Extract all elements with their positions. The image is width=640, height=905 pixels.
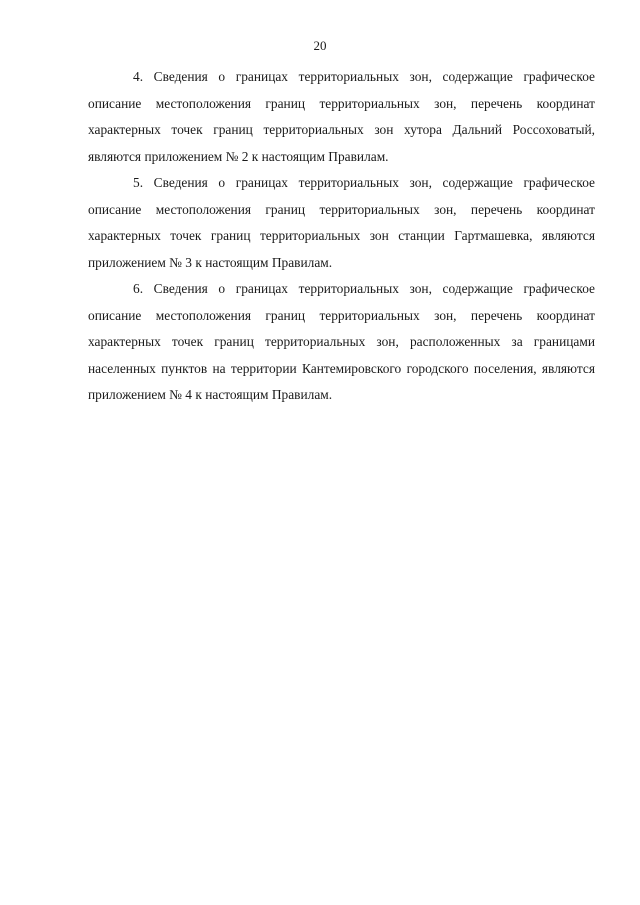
paragraph-item-5: 5. Сведения о границах территориальных зон, содержащие графическое описание местоположения границ территориальных зон, перечень координат характерных точек границ территориальных зон станции Гартмашевка, являются приложением № 3 к настоящим Правилам. [88, 175, 595, 270]
page-number: 20 [313, 38, 327, 53]
document-body [88, 64, 595, 409]
paragraph-item-4: 4. Сведения о границах территориальных зон, содержащие графическое описание местоположения границ территориальных зон, перечень координат характерных точек границ территориальных зон хутора Дальний Россоховатый, являются приложением № 2 к настоящим Правилам. [88, 69, 595, 164]
paragraph-item-6: 6. Сведения о границах территориальных зон, содержащие графическое описание местоположения границ территориальных зон, перечень координат характерных точек границ территориальных зон, расположенных за границами населенных пунктов на территории Кантемировского городского поселения, являются приложением № 4 к настоящим Правилам. [88, 281, 595, 402]
